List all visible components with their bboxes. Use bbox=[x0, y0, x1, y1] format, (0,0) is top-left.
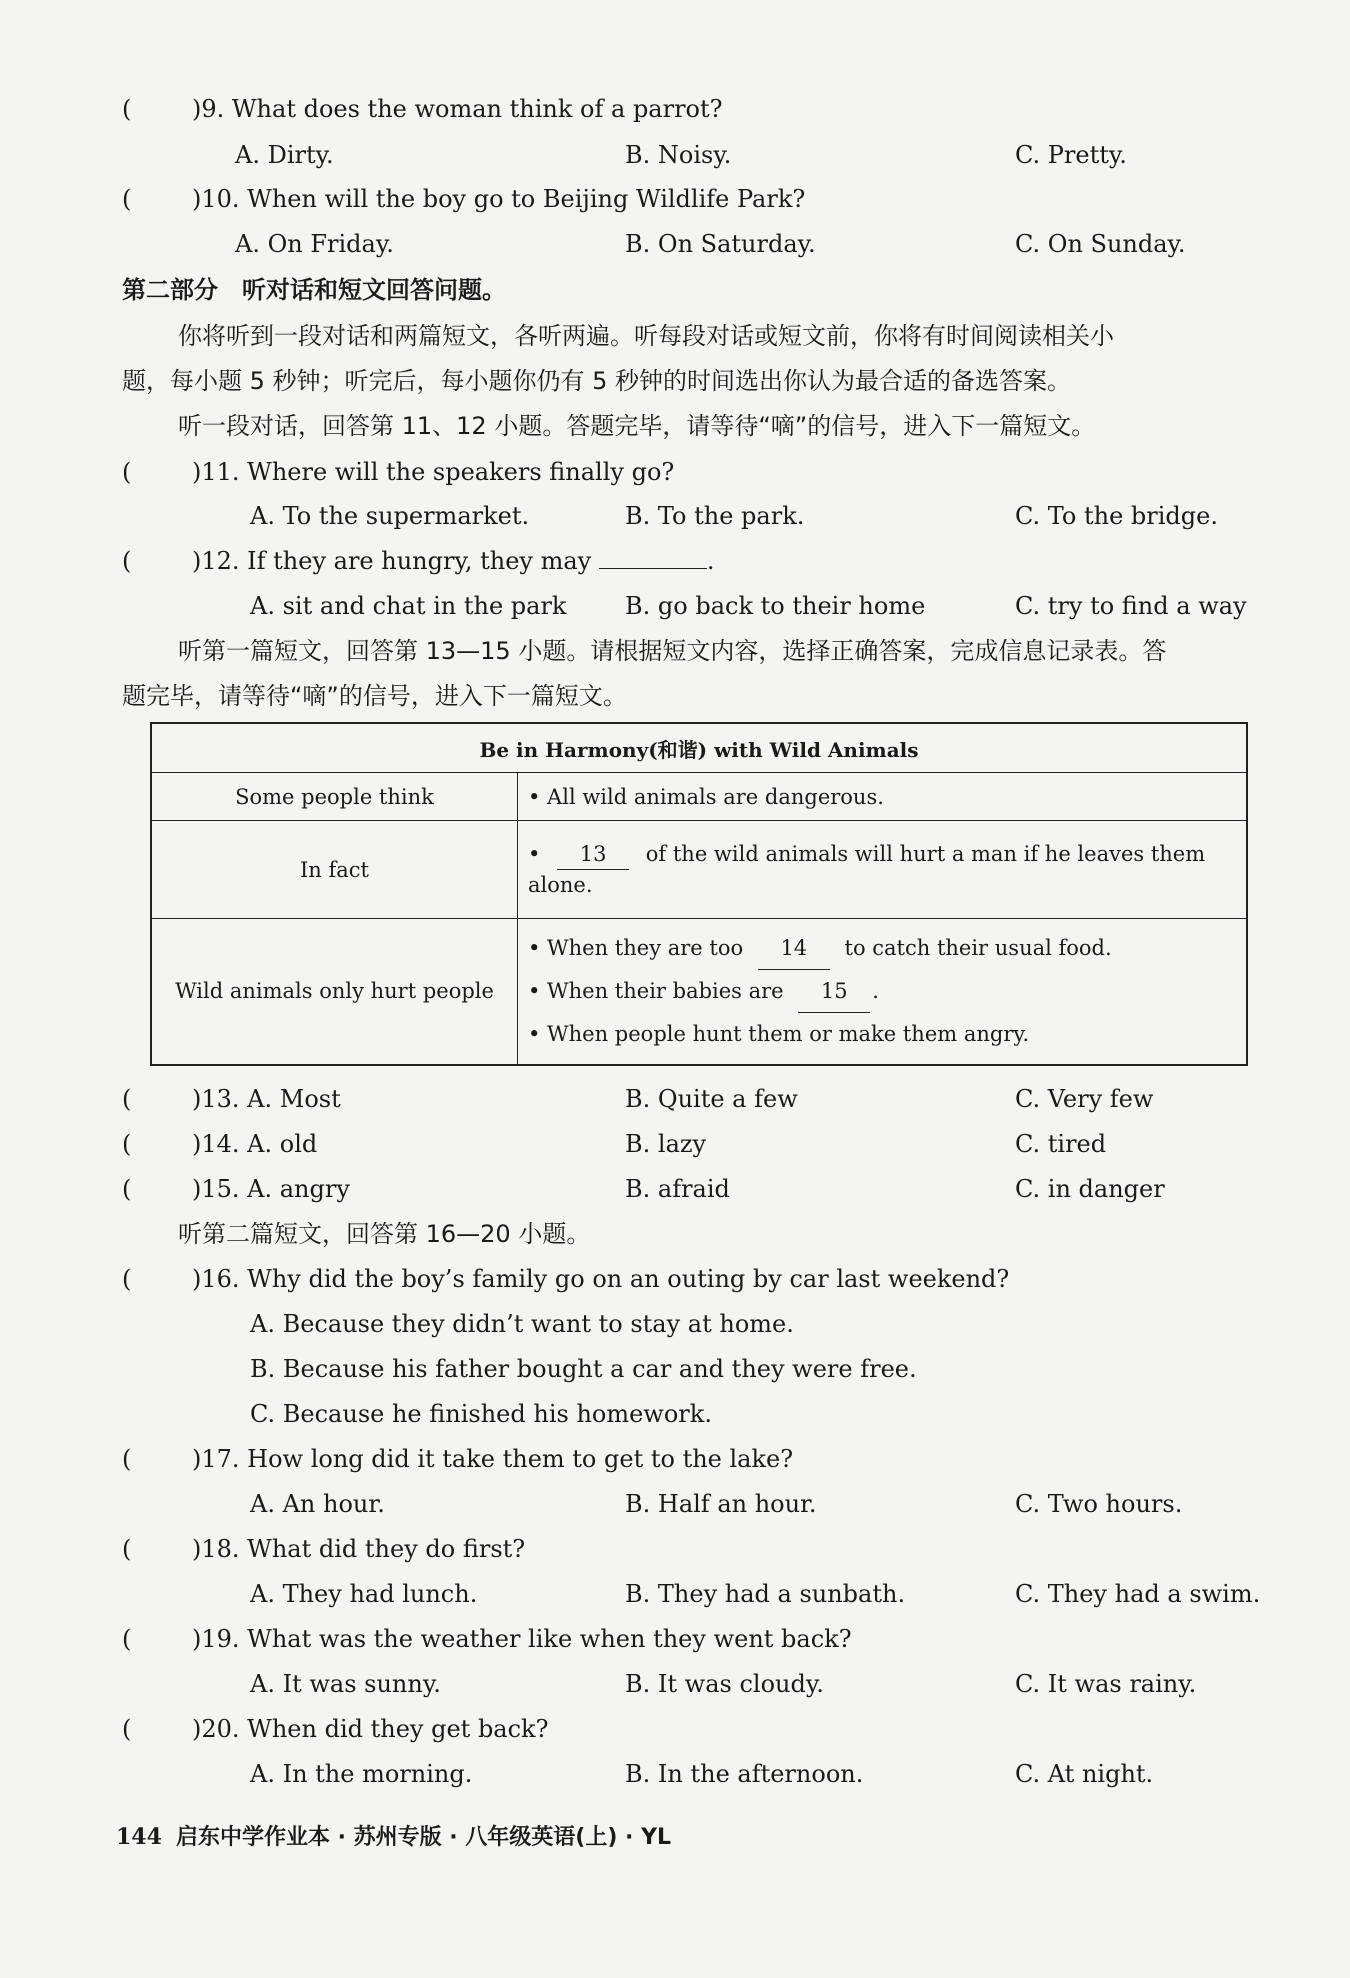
passage1-instruction-line1: 听第一篇短文，回答第 13—15 小题。请根据短文内容，选择正确答案，完成信息记录表。答 bbox=[178, 637, 1167, 665]
q12-option-b: B. go back to their home bbox=[625, 592, 926, 620]
table-row1-content: • All wild animals are dangerous. bbox=[518, 773, 1248, 821]
q11-option-c: C. To the bridge. bbox=[1015, 502, 1218, 530]
question-16-stem: )16. Why did the boy’s family go on an outing by car last weekend? bbox=[192, 1265, 1010, 1293]
q19-option-a: A. It was sunny. bbox=[250, 1670, 441, 1698]
answer-paren: ( bbox=[122, 1625, 132, 1653]
answer-paren: ( bbox=[122, 1175, 132, 1203]
question-11-stem: )11. Where will the speakers finally go? bbox=[192, 458, 675, 486]
answer-paren: ( bbox=[122, 547, 132, 575]
info-record-table bbox=[150, 722, 1248, 1066]
passage2-instruction: 听第二篇短文，回答第 16—20 小题。 bbox=[178, 1220, 591, 1248]
q9-option-c: C. Pretty. bbox=[1015, 141, 1127, 169]
q14-option-b: B. lazy bbox=[625, 1130, 707, 1158]
blank-14: 14 bbox=[758, 927, 830, 970]
row3-bullet2-text: • When their babies are bbox=[528, 979, 784, 1004]
question-20-stem: )20. When did they get back? bbox=[192, 1715, 549, 1743]
q15-option-c: C. in danger bbox=[1015, 1175, 1165, 1203]
question-15-stem: )15. A. angry bbox=[192, 1175, 350, 1203]
table-row2-content bbox=[518, 821, 1248, 919]
q15-option-b: B. afraid bbox=[625, 1175, 730, 1203]
row2-text: of the wild animals will hurt a man if he leaves them bbox=[645, 842, 1206, 866]
q17-option-b: B. Half an hour. bbox=[625, 1490, 817, 1518]
table-row3-content bbox=[518, 919, 1248, 1065]
q16-option-c: C. Because he finished his homework. bbox=[250, 1400, 712, 1428]
row2-text-continued: alone. bbox=[528, 873, 593, 897]
table-row2-label: In fact bbox=[151, 821, 518, 919]
q20-option-a: A. In the morning. bbox=[250, 1760, 473, 1788]
q9-option-b: B. Noisy. bbox=[625, 141, 732, 169]
row3-bullet2-end: . bbox=[872, 979, 879, 1004]
page-number: 144 bbox=[116, 1824, 162, 1850]
answer-paren: ( bbox=[122, 1535, 132, 1563]
question-17-stem: )17. How long did it take them to get to the lake? bbox=[192, 1445, 794, 1473]
q12-option-c: C. try to find a way bbox=[1015, 592, 1247, 620]
blank-15: 15 bbox=[798, 970, 870, 1013]
answer-paren: ( bbox=[122, 1715, 132, 1743]
row3-bullet1-text: • When they are too bbox=[528, 936, 744, 961]
q11-option-b: B. To the park. bbox=[625, 502, 805, 530]
question-18-stem: )18. What did they do first? bbox=[192, 1535, 526, 1563]
q19-option-c: C. It was rainy. bbox=[1015, 1670, 1197, 1698]
part2-intro-line1: 你将听到一段对话和两篇短文，各听两遍。听每段对话或短文前，你将有时间阅读相关小 bbox=[178, 322, 1114, 350]
answer-paren: ( bbox=[122, 95, 132, 123]
q13-option-c: C. Very few bbox=[1015, 1085, 1154, 1113]
q17-option-c: C. Two hours. bbox=[1015, 1490, 1183, 1518]
answer-paren: ( bbox=[122, 1130, 132, 1158]
question-14-stem: )14. A. old bbox=[192, 1130, 318, 1158]
q18-option-a: A. They had lunch. bbox=[250, 1580, 478, 1608]
row3-bullet1-end: to catch their usual food. bbox=[844, 936, 1112, 961]
q12-answer-blank bbox=[599, 546, 707, 569]
q10-option-a: A. On Friday. bbox=[235, 230, 394, 258]
passage1-instruction-line2: 题完毕，请等待“嘀”的信号，进入下一篇短文。 bbox=[122, 682, 627, 710]
q11-option-a: A. To the supermarket. bbox=[250, 502, 530, 530]
answer-paren: ( bbox=[122, 1265, 132, 1293]
q12-stem-end: . bbox=[706, 547, 715, 575]
question-19-stem: )19. What was the weather like when they went back? bbox=[192, 1625, 852, 1653]
footer-book-title: 启东中学作业本 · 苏州专版 · 八年级英语(上) · YL bbox=[175, 1825, 672, 1850]
q20-option-c: C. At night. bbox=[1015, 1760, 1154, 1788]
table-row3-label: Wild animals only hurt people bbox=[151, 919, 518, 1065]
q18-option-c: C. They had a swim. bbox=[1015, 1580, 1261, 1608]
q20-option-b: B. In the afternoon. bbox=[625, 1760, 864, 1788]
answer-paren: ( bbox=[122, 458, 132, 486]
q19-option-b: B. It was cloudy. bbox=[625, 1670, 824, 1698]
q12-option-a: A. sit and chat in the park bbox=[250, 592, 567, 620]
dialog-instruction: 听一段对话，回答第 11、12 小题。答题完毕，请等待“嘀”的信号，进入下一篇短文。 bbox=[178, 412, 1096, 440]
table-title: Be in Harmony(和谐) with Wild Animals bbox=[151, 723, 1247, 773]
part2-heading: 第二部分 听对话和短文回答问题。 bbox=[122, 276, 506, 304]
question-10-stem: )10. When will the boy go to Beijing Wildlife Park? bbox=[192, 185, 806, 213]
q10-option-c: C. On Sunday. bbox=[1015, 230, 1186, 258]
q16-option-a: A. Because they didn’t want to stay at home. bbox=[250, 1310, 794, 1338]
answer-paren: ( bbox=[122, 1085, 132, 1113]
blank-13: 13 bbox=[557, 839, 629, 870]
answer-paren: ( bbox=[122, 185, 132, 213]
q18-option-b: B. They had a sunbath. bbox=[625, 1580, 906, 1608]
q16-option-b: B. Because his father bought a car and they were free. bbox=[250, 1355, 917, 1383]
q9-option-a: A. Dirty. bbox=[235, 141, 334, 169]
q17-option-a: A. An hour. bbox=[250, 1490, 385, 1518]
question-13-stem: )13. A. Most bbox=[192, 1085, 341, 1113]
part2-intro-line2: 题，每小题 5 秒钟；听完后，每小题你仍有 5 秒钟的时间选出你认为最合适的备选答案。 bbox=[122, 367, 1072, 395]
row3-bullet3-text: • When people hunt them or make them angry. bbox=[528, 1022, 1030, 1047]
page-footer bbox=[116, 1820, 671, 1851]
q13-option-b: B. Quite a few bbox=[625, 1085, 798, 1113]
question-9-stem: )9. What does the woman think of a parrot? bbox=[192, 95, 723, 123]
table-row1-label: Some people think bbox=[151, 773, 518, 821]
q14-option-c: C. tired bbox=[1015, 1130, 1107, 1158]
question-12-stem bbox=[192, 546, 715, 576]
q12-stem-text: )12. If they are hungry, they may bbox=[192, 547, 592, 575]
bullet: • bbox=[528, 842, 541, 866]
answer-paren: ( bbox=[122, 1445, 132, 1473]
q10-option-b: B. On Saturday. bbox=[625, 230, 816, 258]
